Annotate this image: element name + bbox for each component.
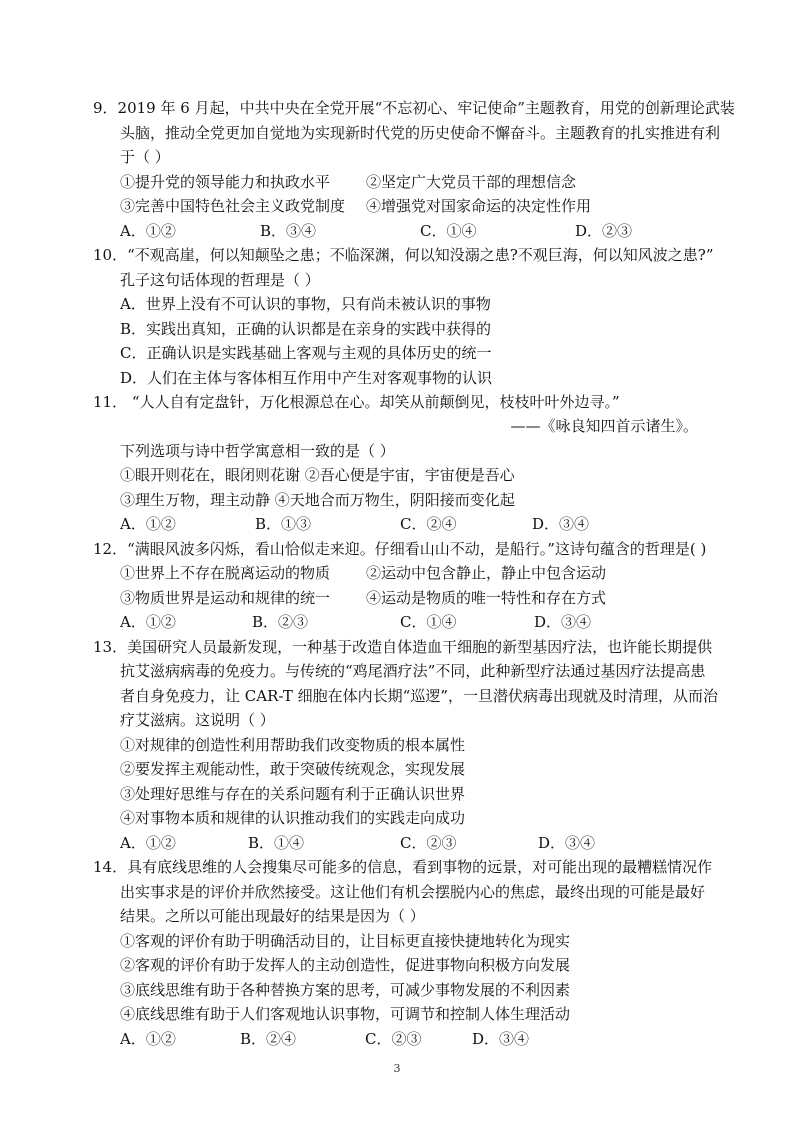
statement: ③处理好思维与存在的关系问题有利于正确认识世界 <box>120 785 466 803</box>
statement: ①对规律的创造性利用帮助我们改变物质的根本属性 <box>120 736 466 754</box>
question-prompt: 下列选项与诗中哲学寓意相一致的是（ ） <box>120 442 395 460</box>
option-b: B．①③ <box>255 515 312 533</box>
option-c: C．②④ <box>400 515 457 533</box>
statement: ④增强党对国家命运的决定性作用 <box>366 197 592 215</box>
option-a: A．①② <box>120 613 176 631</box>
option-b: B．实践出真知，正确的认识都是在亲身的实践中获得的 <box>120 320 492 338</box>
statement: ②坚定广大党员干部的理想信念 <box>366 173 577 191</box>
statement: ③完善中国特色社会主义政党制度 <box>120 197 346 215</box>
question-stem-line: 14．具有底线思维的人会搜集尽可能多的信息，看到事物的远景，对可能出现的最糟糕情况作 <box>93 858 713 876</box>
option-b: B．②④ <box>240 1030 297 1048</box>
option-c: C．②③ <box>400 834 457 852</box>
option-b: B．③④ <box>260 222 317 240</box>
question-stem-line: 者自身免疫力，让 CAR-T 细胞在体内长期“巡逻”，一旦潜伏病毒出现就及时清理，从而治 <box>120 687 719 705</box>
page-number: 3 <box>393 1062 401 1075</box>
option-a: A．①② <box>120 222 176 240</box>
option-c: C．①④ <box>420 222 477 240</box>
option-d: D．③④ <box>472 1030 530 1048</box>
poem-source: ——《咏良知四首示诸生》。 <box>510 417 698 435</box>
option-d: D．②③ <box>575 222 633 240</box>
statement: ④底线思维有助于人们客观地认识事物，可调节和控制人体生理活动 <box>120 1005 571 1023</box>
statement: ①世界上不存在脱离运动的物质 <box>120 564 331 582</box>
option-a: A．①② <box>120 1030 176 1048</box>
statement: ④运动是物质的唯一特性和存在方式 <box>366 589 607 607</box>
option-d: D．③④ <box>538 834 596 852</box>
statement: ①客观的评价有助于明确活动目的，让目标更直接快捷地转化为现实 <box>120 932 571 950</box>
option-a: A．①② <box>120 834 176 852</box>
option-c: C．②③ <box>365 1030 422 1048</box>
question-stem-line: 于（ ） <box>120 148 170 166</box>
question-stem-line: 头脑，推动全党更加自觉地为实现新时代党的历史使命不懈奋斗。主题教育的扎实推进有利 <box>120 124 721 142</box>
option-b: B．①④ <box>248 834 305 852</box>
question-stem-line: 12．“满眼风波多闪烁，看山恰似走来迎。仔细看山山不动，是船行。”这诗句蕴含的哲理是( ) <box>93 540 707 558</box>
statement: ①眼开则花在，眼闭则花谢 ②吾心便是宇宙，宇宙便是吾心 <box>120 466 515 484</box>
statement: ④对事物本质和规律的认识推动我们的实践走向成功 <box>120 809 466 827</box>
question-stem-line: 出实事求是的评价并欣然接受。这让他们有机会摆脱内心的焦虑，最终出现的可能是最好 <box>120 883 706 901</box>
statement: ③物质世界是运动和规律的统一 <box>120 589 331 607</box>
question-stem-line: 抗艾滋病病毒的免疫力。与传统的“鸡尾酒疗法”不同，此种新型疗法通过基因疗法提高患 <box>120 662 706 680</box>
question-stem-line: 10．“不观高崖，何以知颠坠之患；不临深渊，何以知没溺之患?不观巨海，何以知风波之患?” <box>93 246 714 264</box>
question-stem-line: 结果。之所以可能出现最好的结果是因为（ ） <box>120 907 425 925</box>
statement: ②要发挥主观能动性，敢于突破传统观念，实现发展 <box>120 760 466 778</box>
statement: ①提升党的领导能力和执政水平 <box>120 173 331 191</box>
option-c: C．正确认识是实践基础上客观与主观的具体历史的统一 <box>120 344 492 362</box>
option-c: C．①④ <box>400 613 457 631</box>
option-d: D．③④ <box>534 613 592 631</box>
statement: ③理生万物，理主动静 ④天地合而万物生，阴阳接而变化起 <box>120 491 515 509</box>
option-b: B．②③ <box>252 613 309 631</box>
question-stem-line: 疗艾滋病。这说明（ ） <box>120 711 275 729</box>
statement: ③底线思维有助于各种替换方案的思考，可减少事物发展的不利因素 <box>120 981 571 999</box>
question-stem-line: 13．美国研究人员最新发现，一种基于改造自体造血干细胞的新型基因疗法，也许能长期提供 <box>93 638 713 656</box>
statement: ②运动中包含静止，静止中包含运动 <box>366 564 607 582</box>
question-stem-line: 9．2019 年 6 月起，中共中央在全党开展“不忘初心、牢记使命”主题教育，用党的创新理论武装 <box>93 99 735 117</box>
option-a: A．世界上没有不可认识的事物，只有尚未被认识的事物 <box>120 295 491 313</box>
question-stem-line: 11． “人人自有定盘针，万化根源总在心。却笑从前颠倒见，枝枝叶叶外边寻。” <box>93 393 620 411</box>
statement: ②客观的评价有助于发挥人的主动创造性，促进事物向积极方向发展 <box>120 956 571 974</box>
question-stem-line: 孔子这句话体现的哲理是（ ） <box>120 271 320 289</box>
option-a: A．①② <box>120 515 176 533</box>
option-d: D．③④ <box>532 515 590 533</box>
option-d: D．人们在主体与客体相互作用中产生对客观事物的认识 <box>120 369 493 387</box>
